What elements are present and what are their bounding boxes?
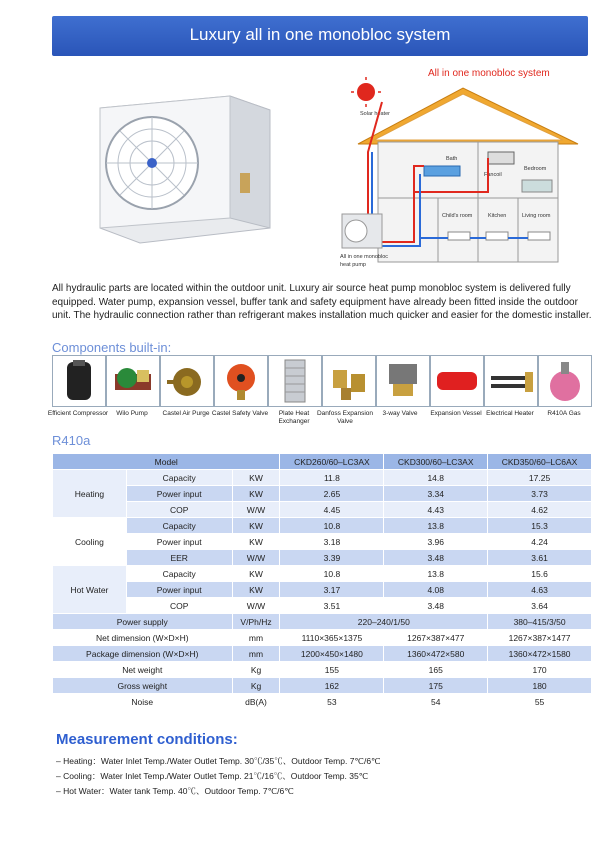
- unit-cell: mm: [232, 630, 280, 646]
- unit-cell: KW: [232, 566, 280, 582]
- component-label: Wilo Pump: [116, 410, 148, 417]
- model-name: CKD260/60–LC3AX: [280, 454, 384, 470]
- value-cell: 220–240/1/50: [280, 614, 488, 630]
- value-cell: 13.8: [384, 566, 488, 582]
- value-cell: 2.65: [280, 486, 384, 502]
- measurement-title: Measurement conditions:: [56, 731, 238, 748]
- model-name: CKD300/60–LC3AX: [384, 454, 488, 470]
- value-cell: 4.63: [488, 582, 592, 598]
- expansion-valve-icon: [322, 355, 376, 407]
- row-label: Noise: [53, 694, 233, 710]
- param-cell: Power input: [126, 486, 232, 502]
- param-cell: Capacity: [126, 518, 232, 534]
- compressor-icon: [52, 355, 106, 407]
- table-row: [53, 646, 592, 662]
- measurement-line: – Hot Water：Water tank Temp. 40℃、Outdoor Temp. 7℃/6℃: [56, 786, 294, 796]
- row-label: Gross weight: [53, 678, 233, 694]
- banner-title: Luxury all in one monobloc system: [189, 25, 451, 44]
- table-row: [53, 678, 592, 694]
- heat-pump-unit-image: [90, 78, 280, 248]
- value-cell: 54: [384, 694, 488, 710]
- value-cell: 1360×472×580: [384, 646, 488, 662]
- table-row: [53, 534, 592, 550]
- table-row: [53, 470, 592, 486]
- value-cell: 3.18: [280, 534, 384, 550]
- param-cell: Power input: [126, 582, 232, 598]
- value-cell: 3.48: [384, 550, 488, 566]
- value-cell: 55: [488, 694, 592, 710]
- value-cell: 155: [280, 662, 384, 678]
- sun-icon: [357, 83, 375, 101]
- value-cell: 4.62: [488, 502, 592, 518]
- refrigerant-title: R410a: [52, 433, 91, 448]
- heat-exchanger-icon: [268, 355, 322, 407]
- title-banner: [52, 16, 588, 56]
- table-row: [53, 582, 592, 598]
- diagram-title: All in one monobloc system: [428, 68, 550, 79]
- value-cell: 13.8: [384, 518, 488, 534]
- row-label: Net dimension (W×D×H): [53, 630, 233, 646]
- pump-icon: [106, 355, 160, 407]
- value-cell: 14.8: [384, 470, 488, 486]
- component-label: Plate Heat Exchanger: [278, 410, 310, 425]
- unit-cell: KW: [232, 582, 280, 598]
- safety-valve-icon: [214, 355, 268, 407]
- unit-label-2: heat pump: [340, 262, 366, 268]
- param-cell: Capacity: [126, 470, 232, 486]
- value-cell: 15.6: [488, 566, 592, 582]
- value-cell: 3.39: [280, 550, 384, 566]
- gas-bottle-icon: [538, 355, 592, 407]
- unit-cell: KW: [232, 518, 280, 534]
- component-label: Expansion Vessel: [430, 410, 482, 417]
- three-way-valve-icon: [376, 355, 430, 407]
- table-row: [53, 550, 592, 566]
- value-cell: 175: [384, 678, 488, 694]
- air-purge-icon: [160, 355, 214, 407]
- unit-cell: Kg: [232, 662, 280, 678]
- table-header-row: [53, 454, 592, 470]
- table-row: [53, 566, 592, 582]
- group-label: Cooling: [53, 518, 127, 566]
- component-label: Danfoss Expansion Valve: [316, 410, 373, 425]
- value-cell: 3.48: [384, 598, 488, 614]
- value-cell: 1267×387×477: [384, 630, 488, 646]
- unit-cell: KW: [232, 534, 280, 550]
- component-label: R410A Gas: [547, 410, 581, 417]
- param-cell: COP: [126, 598, 232, 614]
- row-label: Net weight: [53, 662, 233, 678]
- value-cell: 3.51: [280, 598, 384, 614]
- unit-cell: W/W: [232, 550, 280, 566]
- row-label: Package dimension (W×D×H): [53, 646, 233, 662]
- childs-room-label: Child's room: [442, 213, 473, 219]
- model-name: CKD350/60–LC6AX: [488, 454, 592, 470]
- spec-table: [52, 453, 592, 710]
- components-row: [52, 355, 592, 407]
- unit-cell: KW: [232, 470, 280, 486]
- table-row: [53, 486, 592, 502]
- bedroom-label: Bedroom: [524, 166, 547, 172]
- model-header: Model: [53, 454, 280, 470]
- fancoil-label: Fancoil: [484, 172, 502, 178]
- component-label: Castel Safety Valve: [211, 410, 269, 417]
- unit-label-1: All in one monobloc: [340, 254, 389, 260]
- component-label: 3-way Valve: [382, 410, 418, 417]
- table-row: [53, 502, 592, 518]
- table-row: [53, 518, 592, 534]
- unit-cell: KW: [232, 486, 280, 502]
- table-row: [53, 694, 592, 710]
- value-cell: 1267×387×1477: [488, 630, 592, 646]
- expansion-vessel-icon: [430, 355, 484, 407]
- bath-label: Bath: [446, 156, 458, 162]
- solar-heater-label: Solar heater: [360, 111, 390, 117]
- value-cell: 15.3: [488, 518, 592, 534]
- measurement-line: – Heating：Water Inlet Temp./Water Outlet Temp. 30℃/35℃、Outdoor Temp. 7℃/6℃: [56, 756, 381, 766]
- table-row: [53, 662, 592, 678]
- unit-cell: W/W: [232, 502, 280, 518]
- value-cell: 4.08: [384, 582, 488, 598]
- component-label: Electrical Heater: [486, 410, 534, 417]
- table-row: [53, 614, 592, 630]
- row-label: Power supply: [53, 614, 233, 630]
- value-cell: 10.8: [280, 518, 384, 534]
- components-title: Components built-in:: [52, 340, 172, 355]
- electrical-heater-icon: [484, 355, 538, 407]
- table-row: [53, 630, 592, 646]
- value-cell: 1110×365×1375: [280, 630, 384, 646]
- living-room-label: Living room: [522, 213, 551, 219]
- value-cell: 3.61: [488, 550, 592, 566]
- value-cell: 3.34: [384, 486, 488, 502]
- param-cell: Power input: [126, 534, 232, 550]
- monobloc-system-diagram: [338, 62, 588, 274]
- unit-cell: dB(A): [232, 694, 280, 710]
- value-cell: 4.45: [280, 502, 384, 518]
- kitchen-label: Kitchen: [488, 213, 507, 219]
- param-cell: Capacity: [126, 566, 232, 582]
- value-cell: 3.96: [384, 534, 488, 550]
- param-cell: COP: [126, 502, 232, 518]
- value-cell: 380–415/3/50: [488, 614, 592, 630]
- unit-cell: Kg: [232, 678, 280, 694]
- value-cell: 170: [488, 662, 592, 678]
- table-row: [53, 598, 592, 614]
- unit-cell: mm: [232, 646, 280, 662]
- component-label: Castel Air Purge: [162, 410, 210, 417]
- value-cell: 180: [488, 678, 592, 694]
- value-cell: 11.8: [280, 470, 384, 486]
- value-cell: 1200×450×1480: [280, 646, 384, 662]
- value-cell: 3.64: [488, 598, 592, 614]
- param-cell: EER: [126, 550, 232, 566]
- intro-paragraph: All hydraulic parts are located within the outdoor unit. Luxury air source heat pump monobloc system is delivered fully equipped. Water pump, expansion vessel, buffer tank and safety equipment have already been fitted inside the outdoor unit. The hydraulic connection rather than refrigerant makes installation much quicker and easier for the domestic installer.: [52, 283, 592, 321]
- group-label: Hot Water: [53, 566, 127, 614]
- value-cell: 3.73: [488, 486, 592, 502]
- value-cell: 3.17: [280, 582, 384, 598]
- value-cell: 4.24: [488, 534, 592, 550]
- value-cell: 10.8: [280, 566, 384, 582]
- component-label: Efficient Compressor: [47, 410, 109, 417]
- value-cell: 162: [280, 678, 384, 694]
- value-cell: 165: [384, 662, 488, 678]
- value-cell: 53: [280, 694, 384, 710]
- group-label: Heating: [53, 470, 127, 518]
- measurement-line: – Cooling：Water Inlet Temp./Water Outlet Temp. 21℃/16℃、Outdoor Temp. 35℃: [56, 771, 369, 781]
- value-cell: 1360×472×1580: [488, 646, 592, 662]
- unit-cell: V/Ph/Hz: [232, 614, 280, 630]
- value-cell: 4.43: [384, 502, 488, 518]
- value-cell: 17.25: [488, 470, 592, 486]
- unit-cell: W/W: [232, 598, 280, 614]
